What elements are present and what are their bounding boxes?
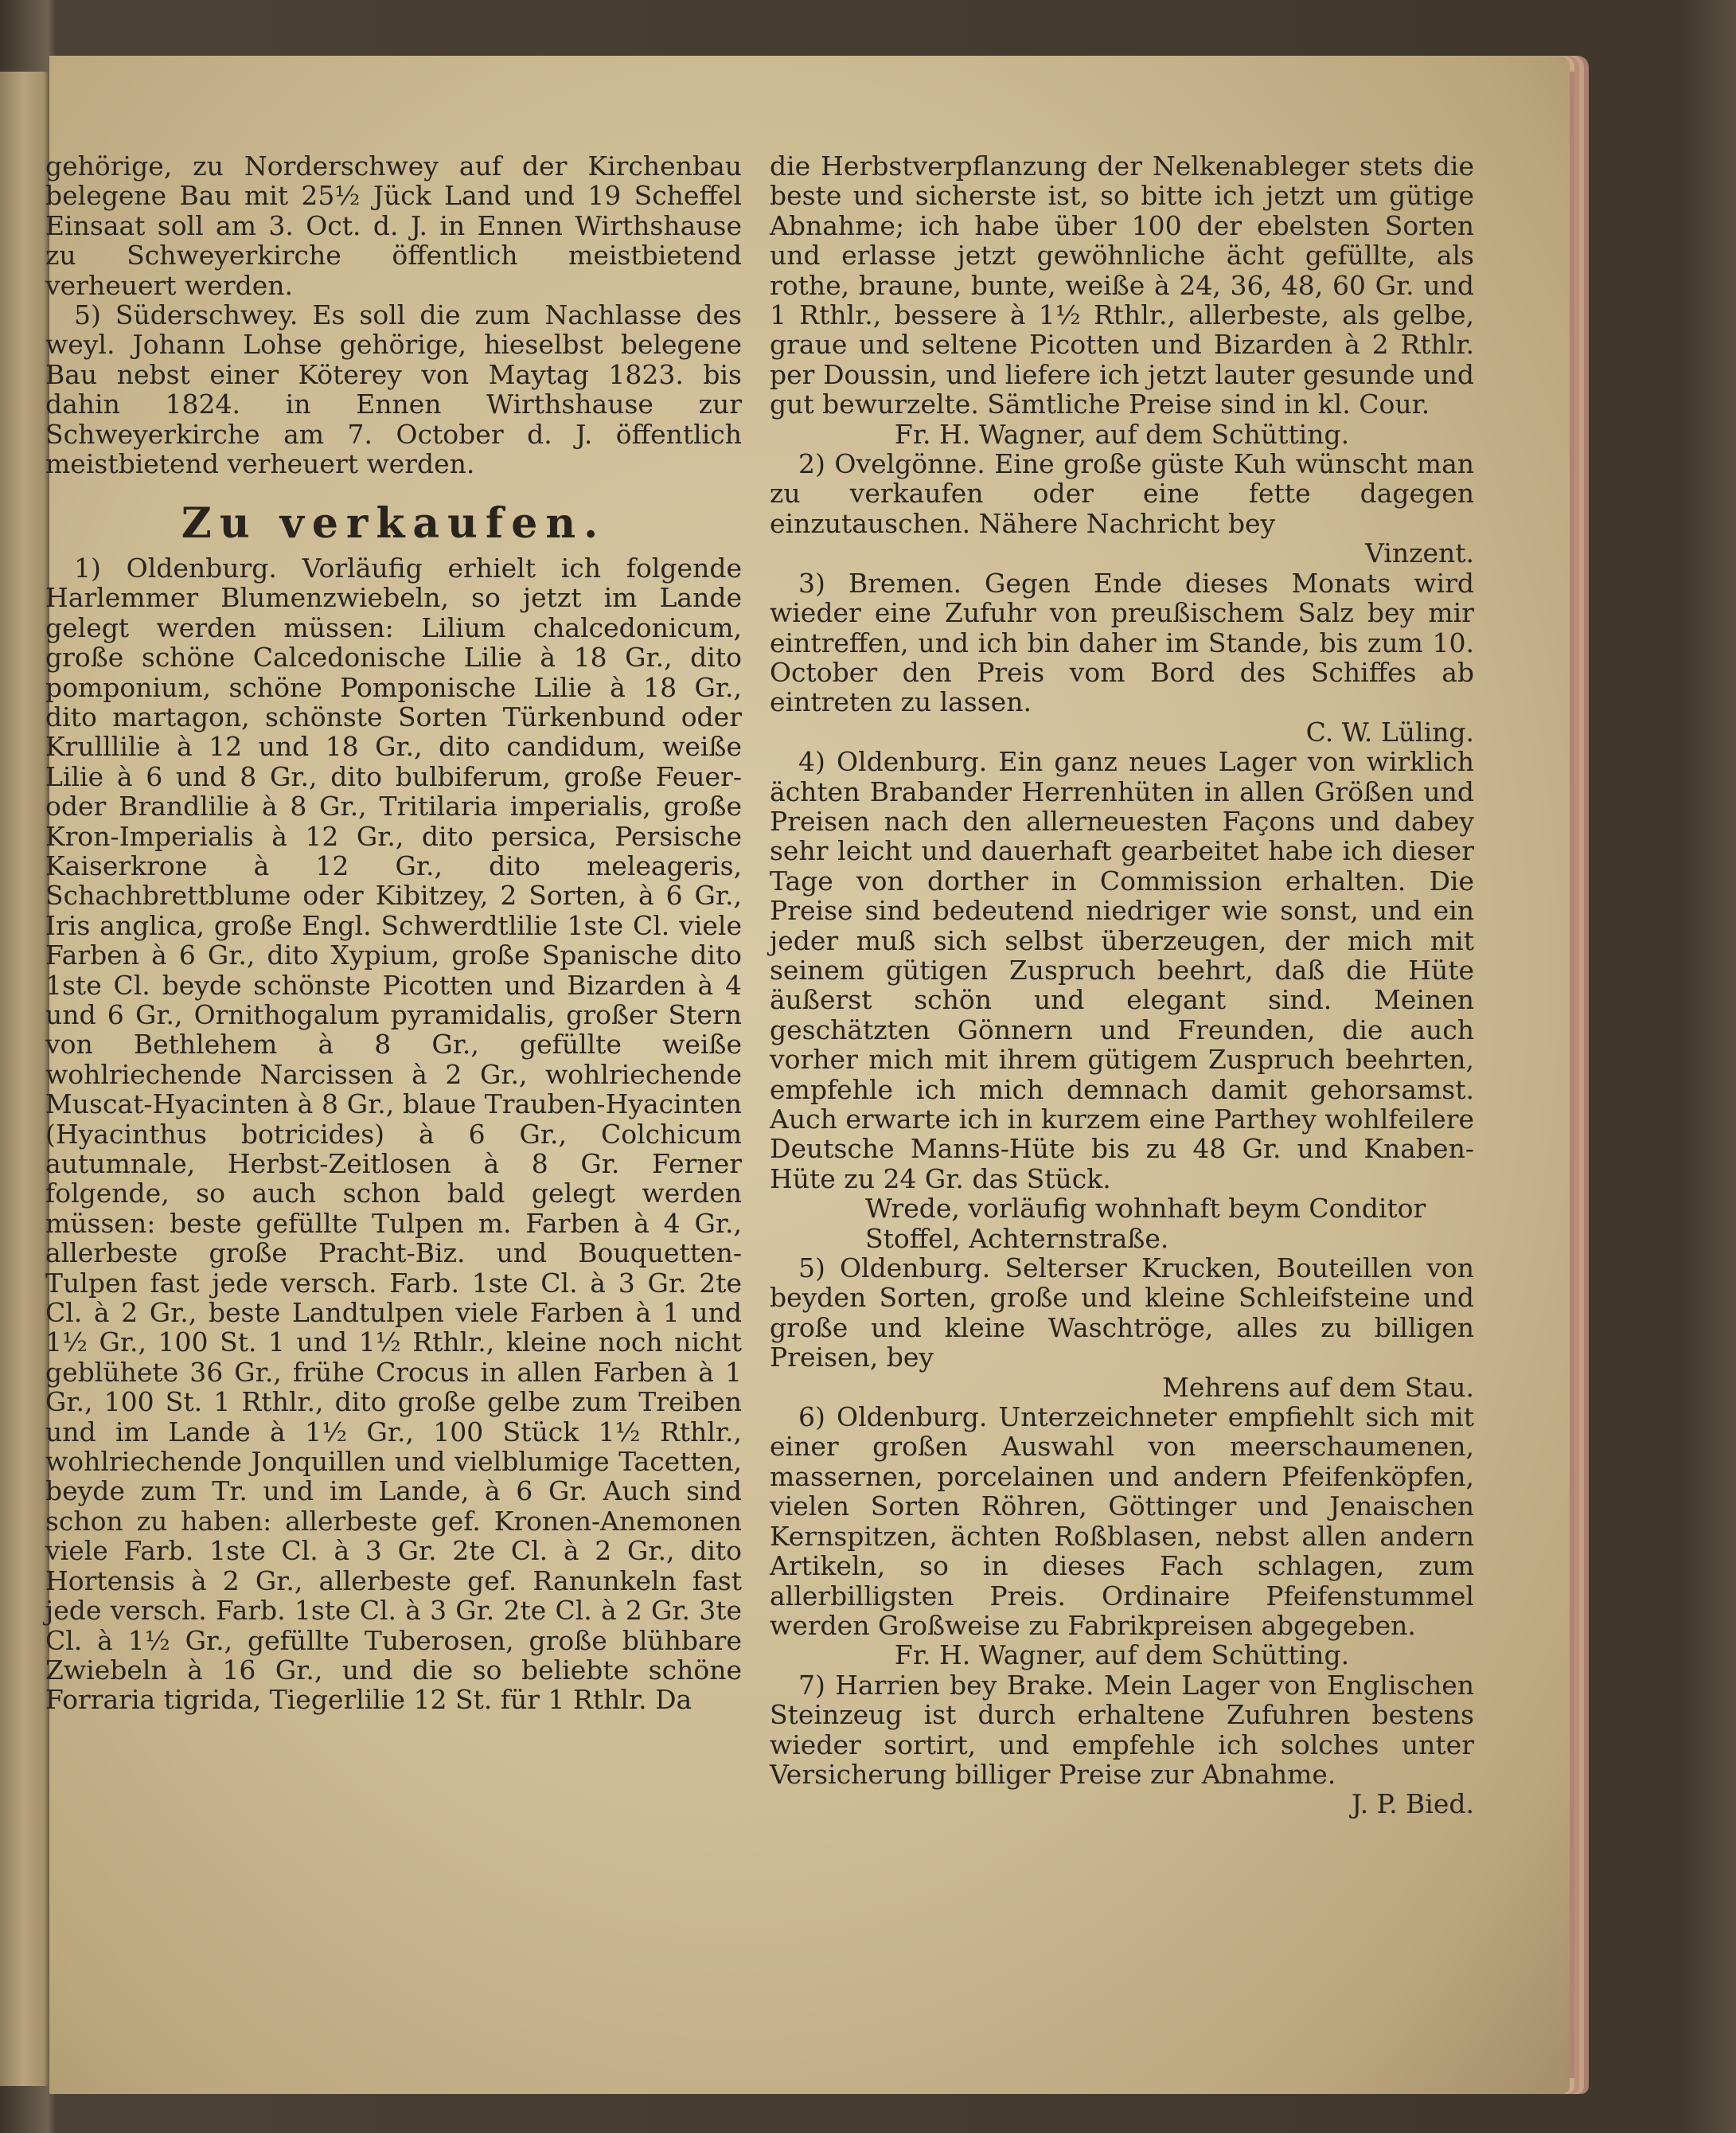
section-heading: Zu verkaufen. [181,499,607,549]
right-signature-3: C. W. Lüling. [1305,716,1474,748]
right-block-5: 5) Oldenburg. Selterser Krucken, Bouteillen von beyden Sorten, große und kleine Schleifsteine und große und kleine Waschtröge, alles zu billigen Preisen, bey [770,1252,1474,1373]
newspaper-page [45,56,1570,2094]
right-block-4: 4) Oldenburg. Ein ganz neues Lager von wirklich ächten Brabander Herrenhüten in allen Größen und Preisen nach den allerneuesten Façons und dabey sehr leicht und dauerhaft gearbeitet habe ich dieser Tage von dorther in Commission erhalten. Die Preise sind bedeutend niedriger wie sonst, und ein jeder muß sich selbst überzeugen, der mich mit seinem gütigen Zuspruch beehrt, daß die Hüte äußerst schön und elegant sind. Meinen geschätzten Gönnern und Freunden, die auch vorher mich mit ihrem gütigem Zuspruch beehrten, empfehle ich mich demnach damit gehorsamst. Auch erwarte ich in kurzem eine Parthey wohlfeilere Deutsche Manns-Hüte bis zu 48 Gr. und Knaben-Hüte zu 24 Gr. das Stück. [770,746,1474,1194]
right-signature-5: Mehrens auf dem Stau. [1162,1371,1474,1403]
right-signature-2: Vinzent. [1365,537,1474,569]
left-block-1: gehörige, zu Norderschwey auf der Kirchenbau belegene Bau mit 25½ Jück Land und 19 Scheffel Einsaat soll am 3. Oct. d. J. in Ennen Wirthshause zu Schweyerkirche öffentlich meistbietend verheuert werden. [45,150,742,301]
right-block-3: 3) Bremen. Gegen Ende dieses Monats wird wieder eine Zufuhr von preußischem Salz bey mir eintreffen, und ich bin daher im Stande, bis zum 10. October den Preis vom Bord des Schiffes ab eintreten zu lassen. [770,567,1474,718]
right-block-1: die Herbstverpflanzung der Nelkenableger stets die beste und sicherste ist, so bitte ich jetzt um gütige Abnahme; ich habe über 100 der ebelsten Sorten und erlasse jetzt gewöhnliche ächt gefüllte, als rothe, braune, bunte, weiße à 24, 36, 48, 60 Gr. und 1 Rthlr., bessere à 1½ Rthlr., allerbeste, als gelbe, graue und seltene Picotten und Bizarden à 2 Rthlr. per Doussin, und liefere ich jetzt lauter gesunde und gut bewurzelte. Sämtliche Preise sind in kl. Cour. [770,150,1474,420]
right-signature-6: Fr. H. Wagner, auf dem Schütting. [894,1639,1350,1671]
right-signature-7: J. P. Bied. [1351,1788,1474,1820]
right-block-2: 2) Ovelgönne. Eine große güste Kuh wünscht man zu verkaufen oder eine fette dagegen einzutauschen. Nähere Nachricht bey [770,448,1474,539]
left-block-3: 1) Oldenburg. Vorläufig erhielt ich folgende Harlemmer Blumenzwiebeln, so jetzt im Lande gelegt werden müssen: Lilium chalcedonicum, große schöne Calcedonische Lilie à 18 Gr., dito pomponium, schöne Pomponische Lilie à 18 Gr., dito martagon, schönste Sorten Türkenbund oder Krulllilie à 12 und 18 Gr., dito candidum, weiße Lilie à 6 und 8 Gr., dito bulbiferum, große Feuer- oder Brandlilie à 8 Gr., Tritilaria imperialis, große Kron-Imperialis à 12 Gr., dito persica, Persische Kaiserkrone à 12 Gr., dito meleageris, Schachbrettblume oder Kibitzey, 2 Sorten, à 6 Gr., Iris anglica, große Engl. Schwerdtlilie 1ste Cl. viele Farben à 6 Gr., dito Xypium, große Spanische dito 1ste Cl. beyde schönste Picotten und Bizarden à 4 und 6 Gr., Ornithogalum pyramidalis, großer Stern von Bethlehem à 8 Gr., gefüllte weiße wohlriechende Narcissen à 2 Gr., wohlriechende Muscat-Hyacinten à 8 Gr., blaue Trauben-Hyacinten (Hyacinthus botricides) à 6 Gr., Colchicum autumnale, Herbst-Zeitlosen à 8 Gr. Ferner folgende, so auch schon bald gelegt werden müssen: beste gefüllte Tulpen m. Farben à 4 Gr., allerbeste große Pracht-Biz. und Bouquetten-Tulpen fast jede versch. Farb. 1ste Cl. à 3 Gr. 2te Cl. à 2 Gr., beste Landtulpen viele Farben à 1 und 1½ Gr., 100 St. 1 und 1½ Rthlr., kleine noch nicht geblühete 36 Gr., frühe Crocus in allen Farben à 1 Gr., 100 St. 1 Rthlr., dito große gelbe zum Treiben und im Lande à 1½ Gr., 100 Stück 1½ Rthlr., wohlriechende Jonquillen und vielblumige Tacetten, beyde zum Tr. und im Lande, à 6 Gr. Auch sind schon zu haben: allerbeste gef. Kronen-Anemonen viele Farb. 1ste Cl. à 3 Gr. 2te Cl. à 2 Gr., dito Hortensis à 2 Gr., allerbeste gef. Ranunkeln fast jede versch. Farb. 1ste Cl. à 3 Gr. 2te Cl. à 2 Gr. 3te Cl. à 1½ Gr., gefüllte Tuberosen, große blühbare Zwiebeln à 16 Gr., und die so beliebte schöne Forraria tigrida, Tiegerlilie 12 St. für 1 Rthlr. Da [45,552,742,1716]
left-block-2: 5) Süderschwey. Es soll die zum Nachlasse des weyl. Johann Lohse gehörige, hieselbst belegene Bau nebst einer Köterey von Maytag 1823. bis dahin 1824. in Ennen Wirthshause zur Schweyerkirche am 7. October d. J. öffentlich meistbietend verheuert werden. [45,299,742,480]
previous-page-edge [0,72,49,2086]
right-signature-1: Fr. H. Wagner, auf dem Schütting. [894,418,1350,450]
right-block-7: 7) Harrien bey Brake. Mein Lager von Englischen Steinzeug ist durch erhaltene Zufuhren bestens wieder sortirt, und empfehle ich solches unter Versicherung billiger Preise zur Abnahme. [770,1669,1474,1790]
right-signature-4: Wrede, vorläufig wohnhaft beym Conditor Stoffel, Achternstraße. [865,1193,1426,1254]
right-column [770,151,1474,1819]
left-column [45,151,742,1715]
page-stack-edge [1570,72,1574,2078]
right-block-6: 6) Oldenburg. Unterzeichneter empfiehlt sich mit einer großen Auswahl von meerschaumenen, massernen, porcelainen und andern Pfeifenköpfen, vielen Sorten Röhren, Göttinger und Jenaischen Kernspitzen, ächten Roßblasen, nebst allen andern Artikeln, so in dieses Fach schlagen, zum allerbilligsten Preis. Ordinaire Pfeifenstummel werden Großweise zu Fabrikpreisen abgegeben. [770,1401,1474,1641]
